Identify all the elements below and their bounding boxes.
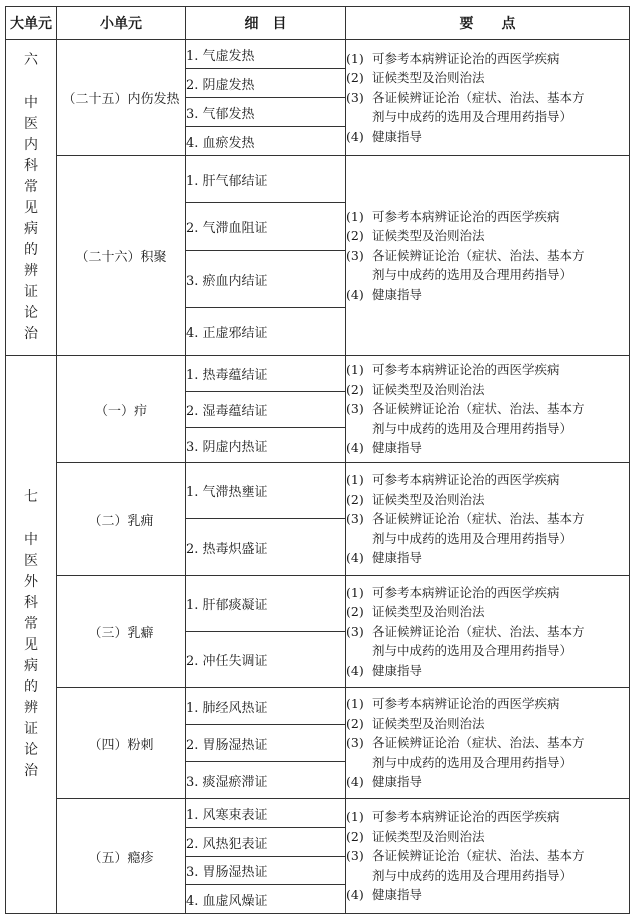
point-index: (4) <box>346 887 364 903</box>
table-row <box>6 40 630 69</box>
points-cell <box>346 576 630 688</box>
point-index: (3) <box>346 848 364 864</box>
point-line <box>346 733 629 753</box>
major-unit-name: 中医内科常见病的辨证论治 <box>24 95 38 342</box>
point-text: 可参考本病辨证论治的西医学疾病 <box>372 472 560 488</box>
point-line <box>346 772 629 792</box>
point-line <box>346 226 629 246</box>
point-index: (1) <box>346 208 364 224</box>
table-row <box>6 463 630 519</box>
point-index: (1) <box>346 362 364 378</box>
point-text: 剂与中成药的选用及合理用药指导） <box>372 867 573 883</box>
point-text: 剂与中成药的选用及合理用药指导） <box>372 643 573 659</box>
point-text: 健康指导 <box>372 774 423 790</box>
point-text: 剂与中成药的选用及合理用药指导） <box>372 530 573 546</box>
points-cell <box>346 356 630 463</box>
point-index: (4) <box>346 286 364 302</box>
table-row <box>6 799 630 828</box>
point-line <box>346 207 629 227</box>
header-row <box>6 7 630 40</box>
point-text: 各证候辨证论治（症状、治法、基本方 <box>372 401 585 417</box>
point-text: 各证候辨证论治（症状、治法、基本方 <box>372 848 585 864</box>
points-cell <box>346 463 630 576</box>
point-text: 可参考本病辨证论治的西医学疾病 <box>372 208 560 224</box>
detail-cell: 2. 湿毒蕴结证 <box>186 392 346 428</box>
point-index: (3) <box>346 735 364 751</box>
detail-cell: 1. 气虚发热 <box>186 40 346 69</box>
point-text: 各证候辨证论治（症状、治法、基本方 <box>372 623 585 639</box>
point-line <box>346 265 629 285</box>
point-line <box>346 285 629 305</box>
point-line <box>346 246 629 266</box>
point-text: 剂与中成药的选用及合理用药指导） <box>372 420 573 436</box>
header-detail: 细 目 <box>186 7 346 40</box>
point-text: 剂与中成药的选用及合理用药指导） <box>372 754 573 770</box>
point-line <box>346 602 629 622</box>
minor-unit-cell: （三）乳癖 <box>57 576 186 688</box>
point-line <box>346 419 629 439</box>
point-line <box>346 68 629 88</box>
point-index: (1) <box>346 809 364 825</box>
detail-cell: 2. 气滞血阻证 <box>186 203 346 251</box>
detail-cell: 2. 胃肠湿热证 <box>186 725 346 762</box>
point-index: (2) <box>346 70 364 86</box>
point-text: 健康指导 <box>372 662 423 678</box>
points-cell <box>346 156 630 356</box>
major-unit-number: 六 <box>24 52 38 68</box>
point-line <box>346 866 629 886</box>
minor-unit-cell: （二十五）内伤发热 <box>57 40 186 156</box>
point-index: (2) <box>346 491 364 507</box>
point-line <box>346 470 629 490</box>
point-text: 证候类型及治则治法 <box>372 70 485 86</box>
point-line <box>346 107 629 127</box>
detail-cell: 2. 阴虚发热 <box>186 69 346 98</box>
point-index: (2) <box>346 604 364 620</box>
point-index: (3) <box>346 511 364 527</box>
point-line <box>346 438 629 458</box>
point-index: (4) <box>346 662 364 678</box>
point-text: 健康指导 <box>372 887 423 903</box>
point-index: (4) <box>346 774 364 790</box>
point-text: 证候类型及治则治法 <box>372 228 485 244</box>
detail-cell: 3. 瘀血内结证 <box>186 251 346 308</box>
point-text: 健康指导 <box>372 286 423 302</box>
point-text: 各证候辨证论治（症状、治法、基本方 <box>372 89 585 105</box>
detail-cell: 3. 胃肠湿热证 <box>186 857 346 885</box>
header-major-unit: 大单元 <box>6 7 57 40</box>
points-cell <box>346 799 630 914</box>
point-text: 健康指导 <box>372 128 423 144</box>
minor-unit-cell: （一）疖 <box>57 356 186 463</box>
point-line <box>346 753 629 773</box>
point-index: (1) <box>346 50 364 66</box>
point-index: (4) <box>346 128 364 144</box>
point-line <box>346 360 629 380</box>
major-unit-name: 中医外科常见病的辨证论治 <box>24 532 38 779</box>
minor-unit-cell: （五）瘾疹 <box>57 799 186 914</box>
detail-cell: 4. 正虚邪结证 <box>186 308 346 356</box>
syllabus-table <box>5 6 630 914</box>
point-line <box>346 88 629 108</box>
point-line <box>346 827 629 847</box>
point-line <box>346 490 629 510</box>
header-points: 要 点 <box>346 7 630 40</box>
point-index: (4) <box>346 550 364 566</box>
detail-cell: 2. 热毒炽盛证 <box>186 519 346 576</box>
detail-cell: 1. 肝气郁结证 <box>186 156 346 203</box>
detail-cell: 3. 阴虚内热证 <box>186 428 346 463</box>
point-line <box>346 399 629 419</box>
major-unit-number: 七 <box>24 489 38 505</box>
point-index: (3) <box>346 401 364 417</box>
point-line <box>346 885 629 905</box>
point-text: 剂与中成药的选用及合理用药指导） <box>372 267 573 283</box>
point-text: 证候类型及治则治法 <box>372 604 485 620</box>
header-minor-unit: 小单元 <box>57 7 186 40</box>
major-unit-text <box>23 487 39 782</box>
point-index: (3) <box>346 89 364 105</box>
point-line <box>346 807 629 827</box>
detail-cell: 4. 血瘀发热 <box>186 127 346 156</box>
point-line <box>346 380 629 400</box>
detail-cell: 1. 气滞热壅证 <box>186 463 346 519</box>
point-text: 证候类型及治则治法 <box>372 381 485 397</box>
point-index: (2) <box>346 228 364 244</box>
point-text: 可参考本病辨证论治的西医学疾病 <box>372 50 560 66</box>
table-row <box>6 156 630 203</box>
point-index: (2) <box>346 381 364 397</box>
minor-unit-cell: （二）乳痈 <box>57 463 186 576</box>
point-line <box>346 846 629 866</box>
point-line <box>346 509 629 529</box>
table-row <box>6 576 630 632</box>
detail-cell: 3. 痰湿瘀滞证 <box>186 762 346 799</box>
point-text: 可参考本病辨证论治的西医学疾病 <box>372 696 560 712</box>
point-text: 各证候辨证论治（症状、治法、基本方 <box>372 511 585 527</box>
point-text: 各证候辨证论治（症状、治法、基本方 <box>372 247 585 263</box>
major-unit-cell <box>6 40 57 356</box>
point-index: (1) <box>346 472 364 488</box>
major-unit-cell <box>6 356 57 914</box>
detail-cell: 1. 风寒束表证 <box>186 799 346 828</box>
point-text: 证候类型及治则治法 <box>372 828 485 844</box>
point-index: (3) <box>346 247 364 263</box>
point-line <box>346 694 629 714</box>
point-line <box>346 583 629 603</box>
point-line <box>346 641 629 661</box>
point-line <box>346 548 629 568</box>
detail-cell: 2. 冲任失调证 <box>186 632 346 688</box>
point-index: (2) <box>346 715 364 731</box>
minor-unit-cell: （四）粉刺 <box>57 688 186 799</box>
point-text: 可参考本病辨证论治的西医学疾病 <box>372 809 560 825</box>
points-cell <box>346 40 630 156</box>
minor-unit-cell: （二十六）积聚 <box>57 156 186 356</box>
point-index: (3) <box>346 623 364 639</box>
point-line <box>346 529 629 549</box>
detail-cell: 1. 肺经风热证 <box>186 688 346 725</box>
point-line <box>346 622 629 642</box>
point-text: 剂与中成药的选用及合理用药指导） <box>372 109 573 125</box>
detail-cell: 1. 肝郁痰凝证 <box>186 576 346 632</box>
table-row <box>6 356 630 392</box>
table-body <box>6 40 630 914</box>
detail-cell: 2. 风热犯表证 <box>186 828 346 857</box>
point-text: 证候类型及治则治法 <box>372 715 485 731</box>
point-text: 健康指导 <box>372 550 423 566</box>
point-text: 健康指导 <box>372 440 423 456</box>
detail-cell: 4. 血虚风燥证 <box>186 885 346 914</box>
detail-cell: 1. 热毒蕴结证 <box>186 356 346 392</box>
point-line <box>346 661 629 681</box>
point-text: 证候类型及治则治法 <box>372 491 485 507</box>
major-unit-text <box>23 50 39 345</box>
point-line <box>346 127 629 147</box>
point-line <box>346 49 629 69</box>
point-index: (4) <box>346 440 364 456</box>
point-index: (1) <box>346 696 364 712</box>
points-cell <box>346 688 630 799</box>
detail-cell: 3. 气郁发热 <box>186 98 346 127</box>
point-text: 可参考本病辨证论治的西医学疾病 <box>372 362 560 378</box>
point-text: 可参考本病辨证论治的西医学疾病 <box>372 584 560 600</box>
table-row <box>6 688 630 725</box>
point-text: 各证候辨证论治（症状、治法、基本方 <box>372 735 585 751</box>
point-line <box>346 714 629 734</box>
point-index: (2) <box>346 828 364 844</box>
point-index: (1) <box>346 584 364 600</box>
